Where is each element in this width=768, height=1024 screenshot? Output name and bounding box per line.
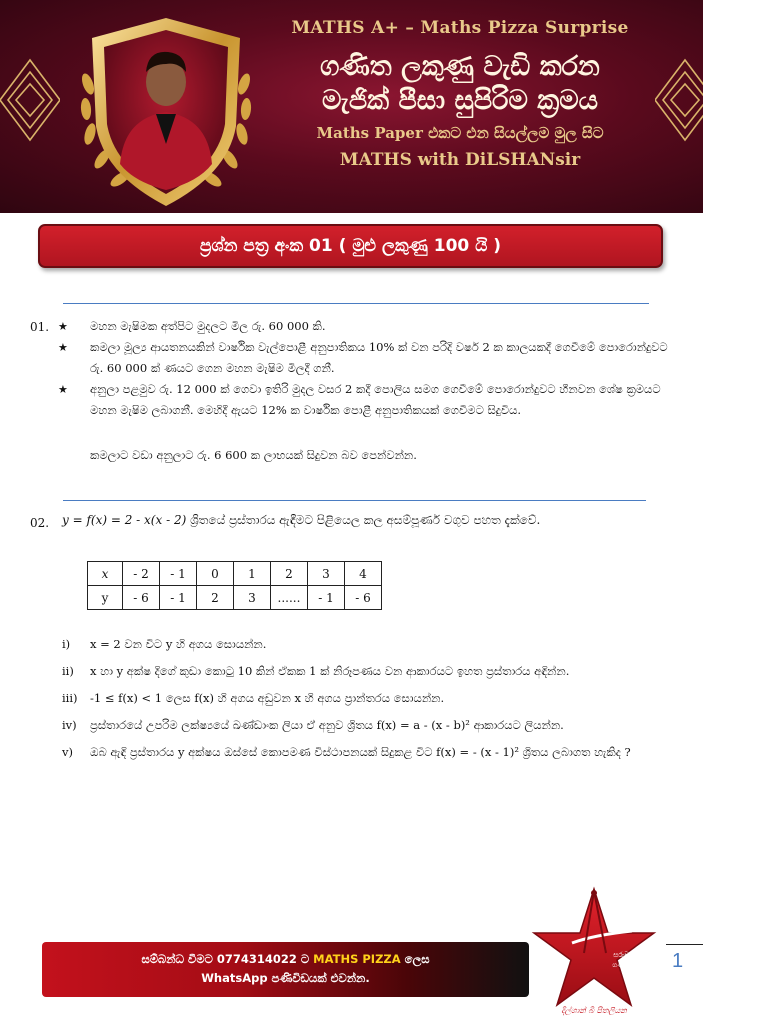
contact-footer-bar [42,942,529,997]
question-1-bullets [58,316,678,421]
banner-text [270,18,650,170]
values-table [87,561,382,610]
part-text: ඔබ ඇඳි ප්‍රස්තාරය y අක්ෂය ඔස්සේ කොපමණ විස්ථාපනයක් සිදුකළ විට f(x) = - (x - 1)² ශ්‍රිතය ලබාගත හැකිද ? [90,745,631,759]
part-label: iii) [62,691,78,705]
table-cell: 3 [308,562,345,586]
star-bullet-icon: ★ [58,383,68,396]
table-cell: - 1 [160,562,197,586]
header-banner [0,0,703,213]
table-cell: 2 [197,586,234,610]
bullet-text: අනුලා පළමුව රු. 12 000 ක් ගෙවා ඉතිරි මුදල වසර 2 කදී පොලිය සමග ගෙවීමේ පොරොන්දුවට හීනවන ශේෂ ක්‍රමයට මහන මැෂිම ලබාගනී. මෙහිදී ඇයට 12% ක වාර්ෂික පොළී අනුපාතිකයක් ගෙවීමට සිදුවිය. [90,382,661,417]
list-item [58,379,678,421]
table-cell: - 6 [345,586,382,610]
bullet-text: කමලා මූල්‍ය ආයතනයකින් වාර්ෂික වැල්පොළී අනුපාතිකය 10% ක් වන පරිදි වර්ෂ 2 ක කාලයකදී ගෙවීමේ පොරොන්දුවට රු. 60 000 ක් ණයට ගෙන මහන මැෂිම මිලදී ගනී. [90,340,668,375]
banner-line-3: මැජික් පීසා සුපිරිම ක්‍රමය [321,85,599,116]
footer-text: සම්බන්ධ වීමට 0774314022 ට [141,952,314,966]
paper-title-bar [38,224,663,268]
table-cell: 2 [271,562,308,586]
list-item [62,687,722,714]
table-cell: ...... [271,586,308,610]
list-item [62,660,722,687]
diamond-pattern-right [655,40,703,160]
banner-line-1: MATHS A+ – Maths Pizza Surprise [291,18,629,38]
table-cell: 4 [345,562,382,586]
list-item [62,741,722,768]
function-expression: y = f(x) = 2 - x(x - 2) [62,513,187,527]
page-number: 1 [672,950,684,972]
part-label: v) [62,745,73,759]
table-row [88,562,382,586]
table-cell: 3 [234,586,271,610]
part-text: x හා y අක්ෂ දිගේ කුඩා කොටු 10 කින් ඒකක 1 ක් නිරූපණය වන ආකාරයට ඉහත ප්‍රස්තාරය අඳින්න. [90,664,570,678]
star-bullet-icon: ★ [58,341,68,354]
logo-text-2: ගණිතය [612,961,636,969]
part-label: ii) [62,664,74,678]
question-2-text: ශ්‍රිතයේ ප්‍රස්තාරය ඇඳීමට පිළියෙල කල අසම්පූර්ණ වගුව පහත දැක්වේ. [186,513,541,527]
table-cell: - 1 [160,586,197,610]
list-item [58,337,678,379]
divider-line [63,303,649,304]
part-label: i) [62,637,71,651]
shield-emblem-icon [78,14,254,210]
table-cell: 1 [234,562,271,586]
footer-line-1 [42,950,529,969]
footer-line-2: WhatsApp පණිවිඩයක් එවන්න. [201,971,370,985]
table-cell: - 6 [123,586,160,610]
table-cell: - 2 [123,562,160,586]
star-bullet-icon: ★ [58,320,68,333]
list-item [58,316,678,337]
part-text: -1 ≤ f(x) < 1 ලෙස f(x) හි අගය අඩුවන x හි අගය ප්‍රාන්තරය සොයන්න. [90,691,445,705]
logo-text-1: සරුවත් [613,951,635,959]
table-header-y: y [88,586,123,610]
list-item [62,633,722,660]
question-2-heading [62,513,540,528]
logo-signature: දිල්ශාන් බී පිතලියන [561,1006,627,1015]
question-2-parts [62,633,722,768]
divider-line [63,500,646,501]
part-label: iv) [62,718,77,732]
question-number: 01. [30,320,50,334]
part-text: x = 2 වන විට y හි අගය සොයන්න. [90,637,267,651]
bullet-text: මහන මැෂිමක අත්පිට මුදලට මිල රු. 60 000 කි. [90,319,326,333]
footer-highlight: MATHS PIZZA [313,952,401,966]
table-cell: 0 [197,562,234,586]
part-text: ප්‍රස්තාරයේ උපරිම ලක්ෂ්‍යයේ ඛණ්ඩාංක ලියා ඒ අනුව ශ්‍රිතය f(x) = a - (x - b)² ආකාරයට ලියන්න. [90,718,564,732]
paper-title: ප්‍රශ්න පත්‍ර අංක 01 ( මුළු ලකුණු 100 යි ) [199,236,502,256]
diamond-pattern-left [0,40,60,160]
banner-line-4: Maths Paper එකට එන සියල්ලම මුල සිට [316,124,604,142]
question-number: 02. [30,516,50,530]
table-cell: - 1 [308,586,345,610]
footer-text: ලෙස [400,952,430,966]
table-header-x: x [88,562,123,586]
banner-line-5: MATHS with DiLSHANsir [339,150,581,170]
star-compass-logo-icon [528,883,660,1018]
page-number-rule [666,944,703,945]
table-row [88,586,382,610]
banner-line-2: ගණිත ලකුණු වැඩි කරන [320,51,600,82]
list-item [62,714,722,741]
question-1-statement: කමලාට වඩා අනුලාට රු. 6 600 ක ලාභයක් සිදුවන බව පෙන්වන්න. [90,448,417,462]
